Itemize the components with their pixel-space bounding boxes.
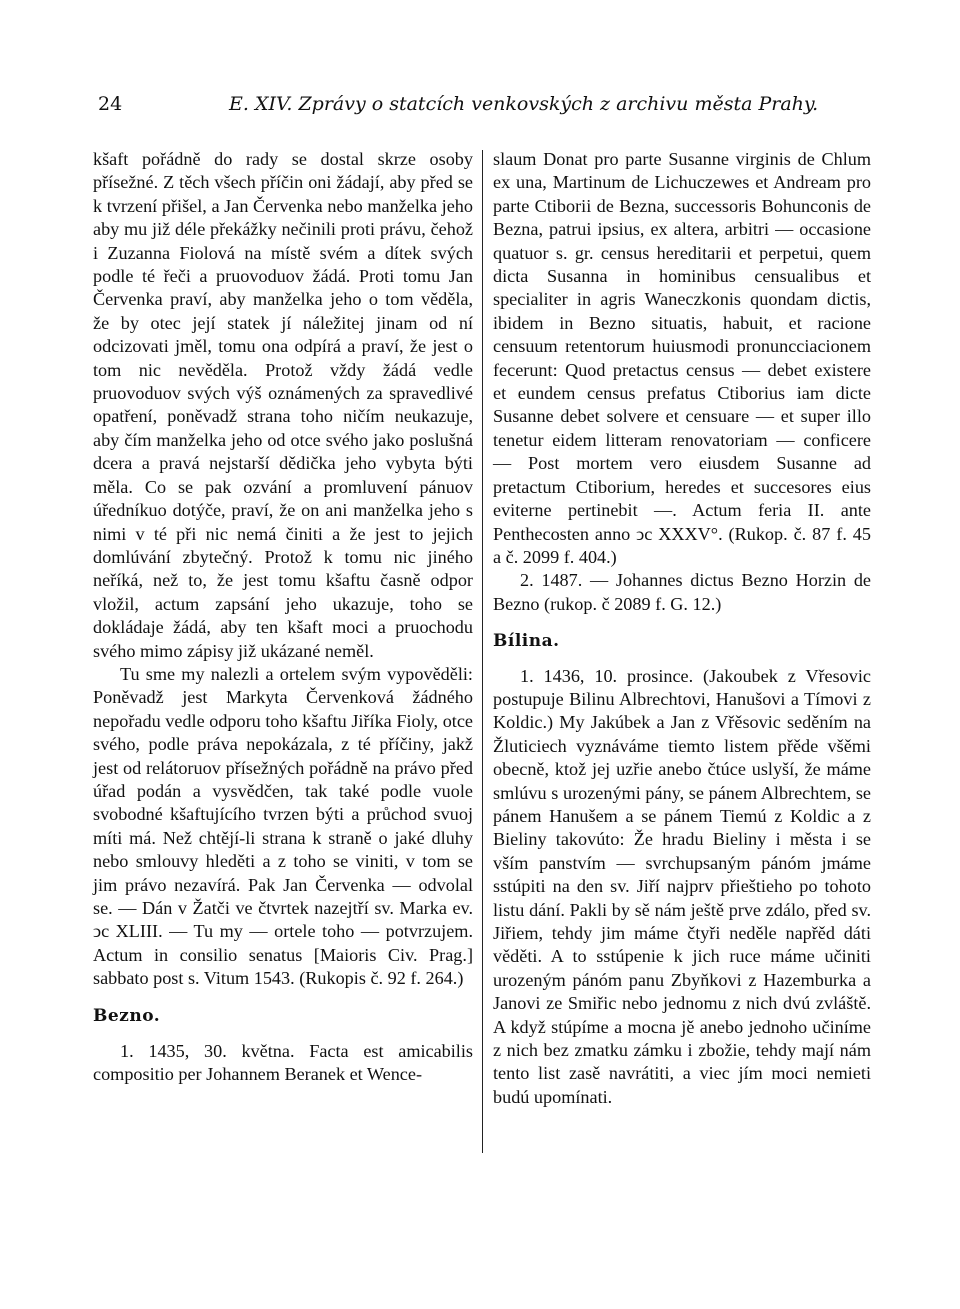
paragraph: kšaft pořádně do rady se dostal skrze osoby přísežné. Z těch všech příčin oni žádají, aby před se k tvrzení přišel, a Jan Červenka nebo manželka jeho aby mu již déle překážky nečinili proti právu, čehož i Zuzanna Fiolová na místě svém a dítek svých podle té řeči a pruovoduov žádá. Proti tomu Jan Červenka praví, aby manželka jeho o tom věděla, že by otec její statek jí náležitej jinam od ní odcizovati jměl, tomu ona odpírá a praví, že jest o tom nic nevěděla. Protož vždy žádá vedle pruovoduov svých výš oznámených za spravedlivé opatření, poněvadž strana toho ničím neukazuje, aby čím manželka jeho od otce svého jako poslušná dcera a pravá nejstarší dědička jeho vybyta býti měla. Co se pak ozvání a promluvení pánuov úředníkuo dotýče, praví, že on ani manželka jeho s nimi v té při nic nemá činiti a že jest to jejich domlúvání zbytečný. Protož k tomu nic jiného neříká, než to, že jest tomu kšaftu časně odpor vložil, actum zapsání jeho ukazuje, toho se dokládaje žádá, aby ten kšaft moci a pruochodu svého mimo zápisy již ukázané neměl. <box>93 149 473 661</box>
column-divider <box>482 150 483 1153</box>
page-number: 24 <box>98 93 123 115</box>
paragraph: slaum Donat pro parte Susanne virginis de Chlum ex una, Martinum de Lichuczewes et Andream pro parte Ctiborii de Bezna, successoris Bohunconis de Bezna, patrui ipsius, ex altera, arbitri — occasione quatuor s. gr. census hereditarii et perpetui, quem dicta Susanna in hominibus censualibus et specialiter in agris Waneczkonis quondam dictis, ibidem in Bezno situatis, habuit, et racione censuum retentorum huiusmodi pronuncciacionem fecerunt: Quod pretactus census — debet existere et eundem census prefatus Ctiborius iam dicte Susanne debet solvere et censuare — et super illo tenetur eidem litteram renovatoriam — conficere — Post mortem vero eiusdem Susanne ad pretactum Ctiborium, heredes et succesores eius eviterne pertinebit —. Actum feria II. ante Penthecosten anno ↄc XXXV°. (Rukop. č. 87 f. 45 a č. 2099 f. 404.) <box>493 149 871 567</box>
running-title: E. XIV. Zprávy o statcích venkovských z archivu města Prahy. <box>229 93 819 115</box>
paragraph: Tu sme my nalezli a ortelem svým vypověděli: Poněvadž jest Markyta Červenková žádného nepořadu vedle odporu toho kšaftu Jiříka Fioly, otce svého, podle práva nepokázala, z té příčiny, jakž jest od relátoruov přísežných pořádně na právo před úřad podán a vysvědčen, tak také podle vuole svobodné kšaftujícího tvrzen býti a průchod svuoj míti má. Než chtějí-li strana k straně o jaké dluhy nebo smlouvy hleděti a z toho se viniti, v tom se jim právo nezavírá. Pak Jan Červenka — odvolal se. — Dán v Žatči ve čtvrtek nazejtří sv. Marka ev. ↄc XLIII. — Tu my — ortele toho — potvrzujem. Actum in consilio senatus [Maioris Civ. Prag.] sabbato post s. Vitum 1543. (Rukopis č. 92 f. 264.) <box>93 663 473 989</box>
paragraph: 2. 1487. — Johannes dictus Bezno Horzin de Bezno (rukop. č 2089 f. G. 12.) <box>493 570 871 614</box>
section-heading-bezno: Bezno. <box>93 1005 161 1026</box>
left-column <box>93 148 473 1087</box>
paragraph: 1. 1436, 10. prosince. (Jakoubek z Vřesovic postupuje Bilinu Albrechtovi, Hanušovi a Tímovi z Koldic.) My Jakúbek a Jan z Vřěsovic seděním na Žluticiech vyznáváme tiemto listem přěde všěmi obecně, ktož jej uzřie anebo čtúce uslyší, že máme smlúvu s urozenými pány, se pánem Albrechtem, se pánem Hanušem a se pánem Tiemú z Koldic a z Bieliny takovúto: Že hradu Bieliny i města i se vším panstvím — svrchupsaným pánóm jmáme sstúpiti na den sv. Jiří najprv přieštieho po tohoto listu dání. Pakli by sě nám ještě prve zdálo, před sv. Jiřiem, tehdy jim máme čtyři neděle napřěd dáti věděti. A to sstúpenie k jich ruce máme učiniti urozeným pánóm panu Zbyňkovi z Hazemburka a Janovi ze Smiřic nebo jednomu z nich dvú zvláště. A když stúpíme a mocna jě anebo jednoho učiníme z nich bez zmatku zámku i zbožie, tehdy mají nám tento list zasě navrátiti, a viec jím moci nemieti budú upomínati. <box>493 665 871 1107</box>
page-header <box>88 93 888 123</box>
section-heading-bilina: Bílina. <box>493 631 560 652</box>
right-column <box>493 148 871 1109</box>
paragraph: 1. 1435, 30. května. Facta est amicabilis compositio per Johannem Beranek et Wence- <box>93 1041 473 1085</box>
